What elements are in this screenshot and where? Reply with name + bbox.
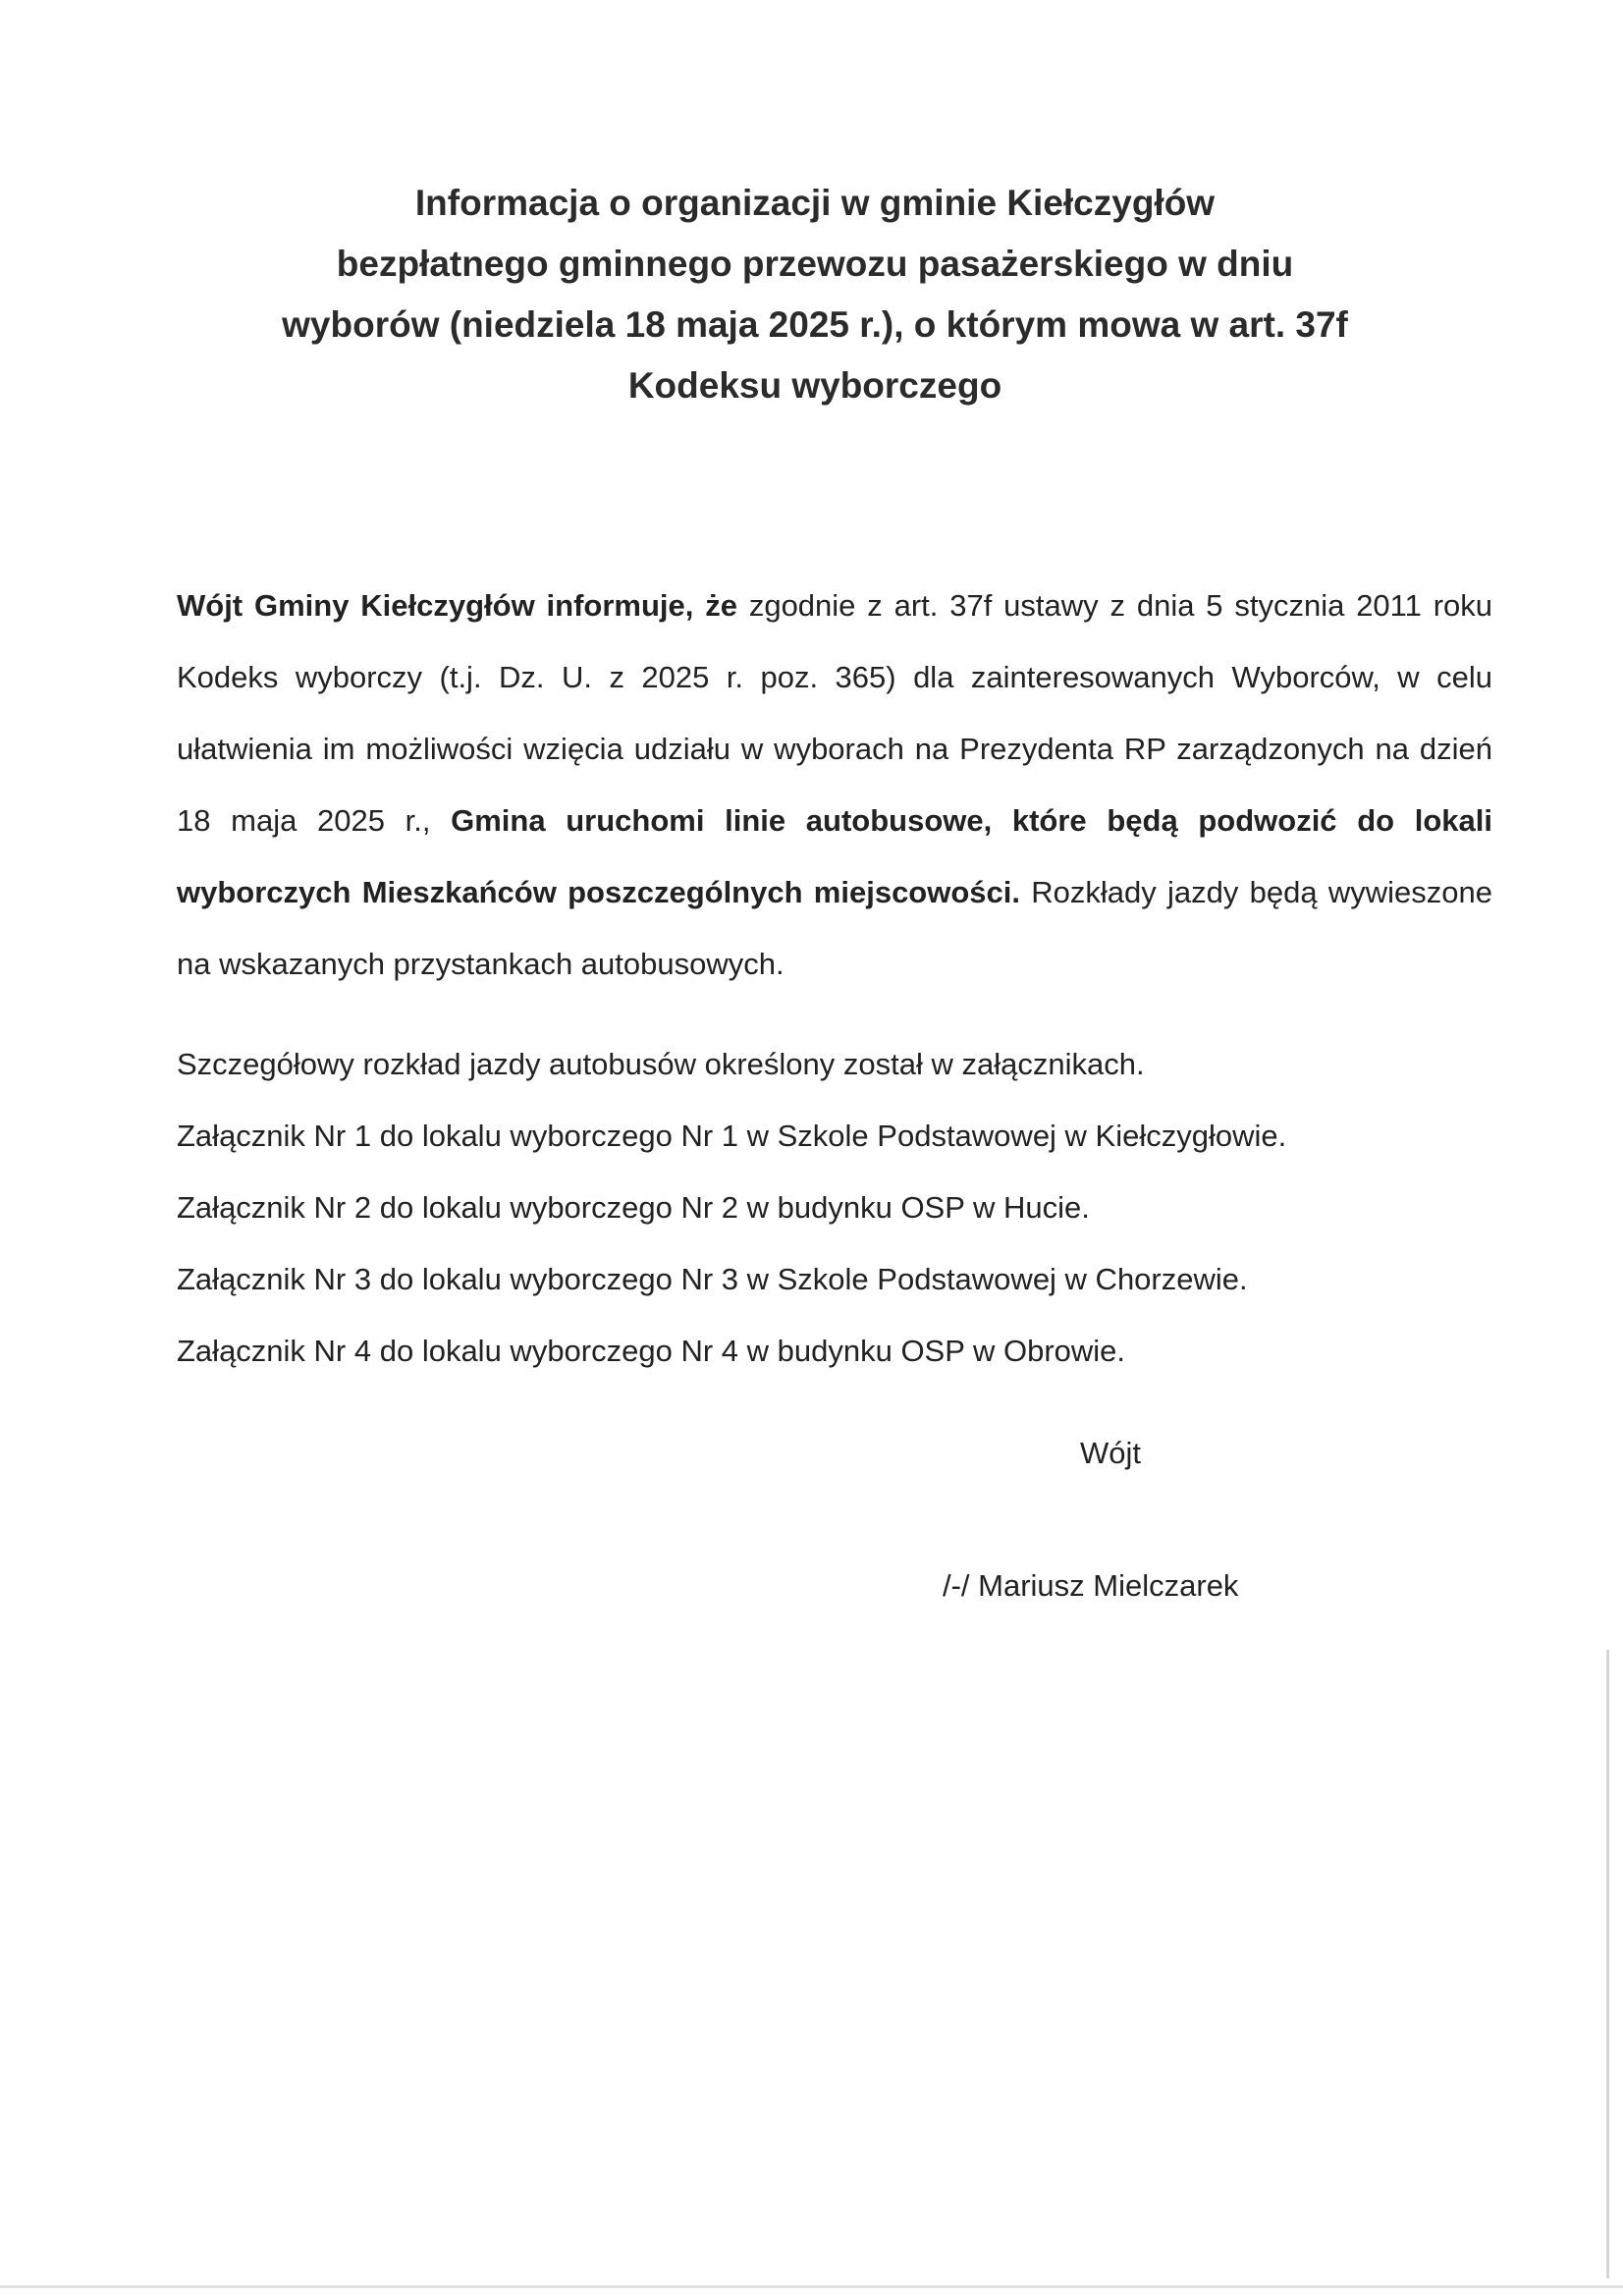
annex-item-4: Załącznik Nr 4 do lokalu wyborczego Nr 4 w budynku OSP w Obrowie. <box>177 1334 1126 1368</box>
scan-edge-line <box>1606 1650 1609 2278</box>
title-line-3: wyborów (niedziela 18 maja 2025 r.), o którym mowa w art. 37f <box>282 304 1348 345</box>
title-line-1: Informacja o organizacji w gminie Kiełczygłów <box>414 183 1216 223</box>
document-title <box>118 173 1512 416</box>
title-line-4: Kodeksu wyborczego <box>627 365 1002 406</box>
annex-item-3: Załącznik Nr 3 do lokalu wyborczego Nr 3 w Szkole Podstawowej w Chorzewie. <box>177 1262 1248 1296</box>
scan-bottom-line <box>0 2285 1623 2288</box>
paragraph-text-1: zgodnie z art. 37f ustawy z dnia 5 stycznia 2011 roku Kodeks wyborczy (t.j. Dz. U. z 2025 r. poz. 365) dla zainteresowanych Wyborców, w celu ułatwienia im możliwości wzięcia udziału w wyborach na Prezydenta RP zarządzonych na dzień 18 maja 2025 r., <box>177 588 1493 838</box>
paragraph-bold-mid: Gmina uruchomi linie autobusowe, które będą podwozić do lokali wyborczych Mieszkańców poszczególnych miejscowości. <box>177 803 1492 909</box>
paragraph-bold-intro: Wójt Gminy Kiełczygłów informuje, że <box>177 588 737 623</box>
signature-role: Wójt <box>1080 1436 1141 1470</box>
main-paragraph <box>177 570 1492 1000</box>
annex-item-1: Załącznik Nr 1 do lokalu wyborczego Nr 1 w Szkole Podstawowej w Kiełczygłowie. <box>177 1119 1287 1153</box>
paragraph-text-2: Rozkłady jazdy będą wywieszone na wskazanych przystankach autobusowych. <box>177 875 1493 981</box>
title-line-2: bezpłatnego gminnego przewozu pasażerskiego w dniu <box>336 244 1294 284</box>
document-body <box>177 570 1492 1000</box>
annex-list <box>177 1028 1492 1387</box>
annex-item-2: Załącznik Nr 2 do lokalu wyborczego Nr 2 w budynku OSP w Hucie. <box>177 1190 1090 1225</box>
annex-intro: Szczegółowy rozkład jazdy autobusów określony został w załącznikach. <box>177 1047 1145 1081</box>
signature-name: /-/ Mariusz Mielczarek <box>943 1568 1239 1603</box>
